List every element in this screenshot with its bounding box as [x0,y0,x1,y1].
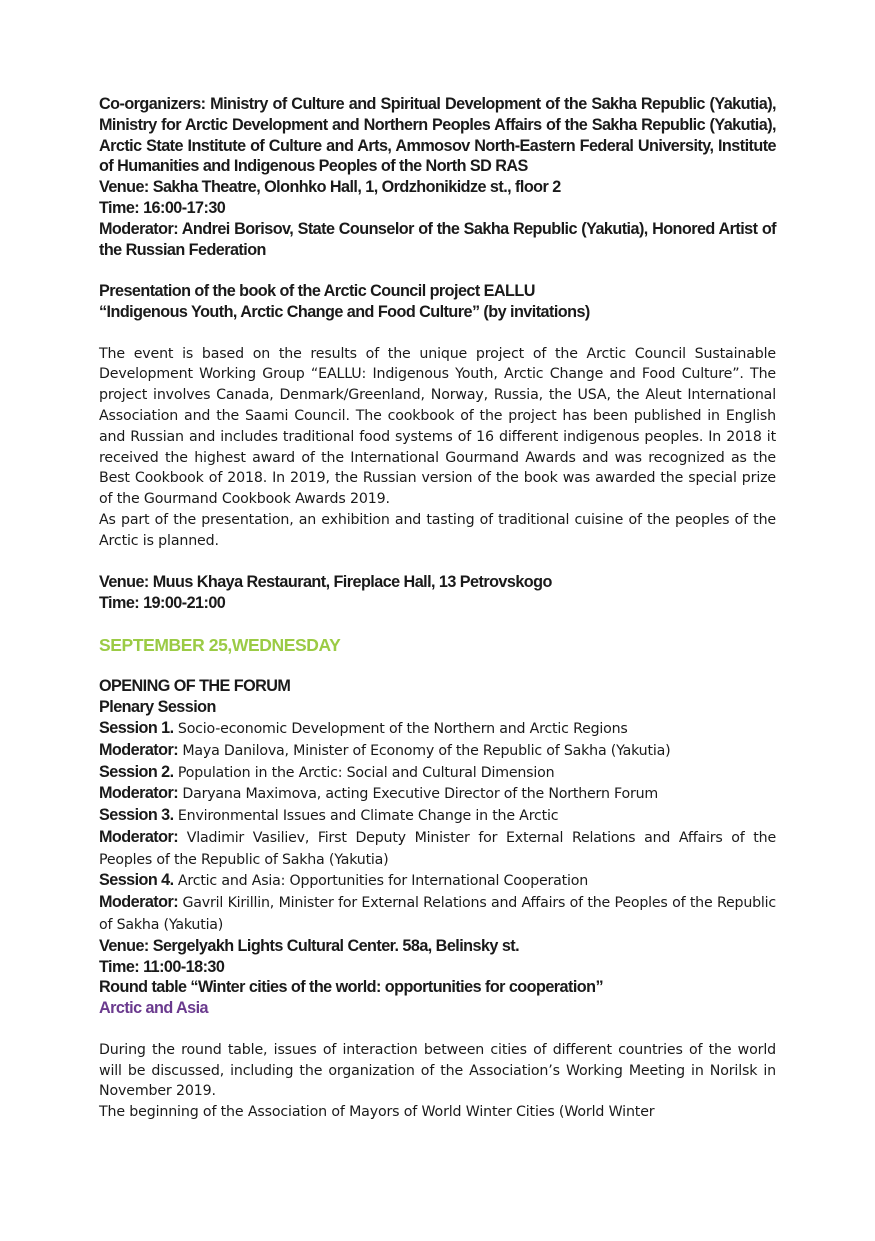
presentation-description: The event is based on the results of the unique project of the Arctic Council Sustainable Development Working Group “EALLU: Indigenous Youth, Arctic Change and Food Culture”. The project involves Canada, Denmark/Greenland, Norway, Russia, the USA, the Aleut International Association and the Saami Council. The cookbook of the project has been published in English and Russian and includes traditional food systems of 16 different indigenous peoples. In 2018 it received the highest award of the International Gourmand Awards and was recognized as the Best Cookbook of 2018. In 2019, the Russian version of the book was awarded the special prize of the Gourmand Cookbook Awards 2019. [99,345,776,508]
roundtable-description-continued: The beginning of the Association of Mayors of World Winter Cities (World Winter [99,1104,655,1121]
venue-muus-khaya: Venue: Muus Khaya Restaurant, Fireplace Hall, 13 Petrovskogo [99,573,552,592]
session-label: Session 2. [99,762,174,781]
moderator-label: Moderator: [99,784,179,803]
session-label: Session 3. [99,806,174,825]
moderator-label: Moderator: [99,827,179,846]
date-heading: SEPTEMBER 25,WEDNESDAY [99,634,341,655]
moderator-1 [99,740,776,762]
page-content [99,94,776,1123]
moderator-text: Vladimir Vasiliev, First Deputy Minister for External Relations and Affairs of the Peoples of the Republic of Sakha (Yakutia) [99,829,776,868]
moderator-label: Moderator: [99,740,179,759]
venue-sergelyakh: Venue: Sergelyakh Lights Cultural Center. 58a, Belinsky st. [99,936,520,955]
venue-sakha-theatre: Venue: Sakha Theatre, Olonhko Hall, 1, Ordzhonikidze st., floor 2 [99,178,561,197]
session-4 [99,870,776,892]
time-sergelyakh: Time: 11:00-18:30 [99,957,225,976]
spacer [99,323,776,344]
moderator-text: Daryana Maximova, acting Executive Director of the Northern Forum [178,786,659,803]
session-2 [99,762,776,784]
presentation-title-line-2: “Indigenous Youth, Arctic Change and Food Culture” (by invitations) [99,302,590,321]
moderator-borisov: Moderator: Andrei Borisov, State Counselor of the Sakha Republic (Yakutia), Honored Artist of the Russian Federation [99,219,776,259]
presentation-title-line-1: Presentation of the book of the Arctic Council project EALLU [99,282,535,301]
session-text: Arctic and Asia: Opportunities for International Cooperation [173,873,589,890]
plenary-heading: Plenary Session [99,698,216,717]
spacer [99,656,776,677]
roundtable-title: Round table “Winter cities of the world: opportunities for cooperation” [99,978,603,997]
spacer [99,1019,776,1040]
spacer [99,552,776,573]
time-sakha-theatre: Time: 16:00-17:30 [99,198,226,217]
roundtable-description: During the round table, issues of interaction between cities of different countries of the world will be discussed, including the organization of the Association’s Working Meeting in Norilsk in November 2019. [99,1041,776,1100]
presentation-exhibition-note: As part of the presentation, an exhibition and tasting of traditional cuisine of the peoples of the Arctic is planned. [99,511,776,549]
moderator-4 [99,892,776,936]
moderator-text: Gavril Kirillin, Minister for External Relations and Affairs of the Peoples of the Republic of Sakha (Yakutia) [99,895,776,934]
moderator-label: Moderator: [99,893,179,912]
session-text: Socio-economic Development of the Northern and Arctic Regions [173,720,628,737]
time-muus-khaya: Time: 19:00-21:00 [99,594,226,613]
roundtable-subtitle: Arctic and Asia [99,999,208,1018]
session-text: Environmental Issues and Climate Change in the Arctic [173,808,559,825]
session-list [99,718,776,936]
session-label: Session 1. [99,718,174,737]
spacer [99,614,776,635]
session-label: Session 4. [99,871,174,890]
coorganizers-text: Co-organizers: Ministry of Culture and Spiritual Development of the Sakha Republic (Yakutia), Ministry for Arctic Development and Northern Peoples Affairs of the Sakha Republic (Yakutia), Arctic State Institute of Culture and Arts, Ammosov North-Eastern Federal University, Institute of Humanities and Indigenous Peoples of the North SD RAS [99,95,776,176]
opening-heading: OPENING OF THE FORUM [99,677,291,696]
spacer [99,260,776,281]
moderator-text: Maya Danilova, Minister of Economy of the Republic of Sakha (Yakutia) [178,742,671,759]
moderator-3 [99,827,776,871]
session-3 [99,805,776,827]
session-1 [99,718,776,740]
session-text: Population in the Arctic: Social and Cultural Dimension [173,764,555,781]
moderator-2 [99,783,776,805]
